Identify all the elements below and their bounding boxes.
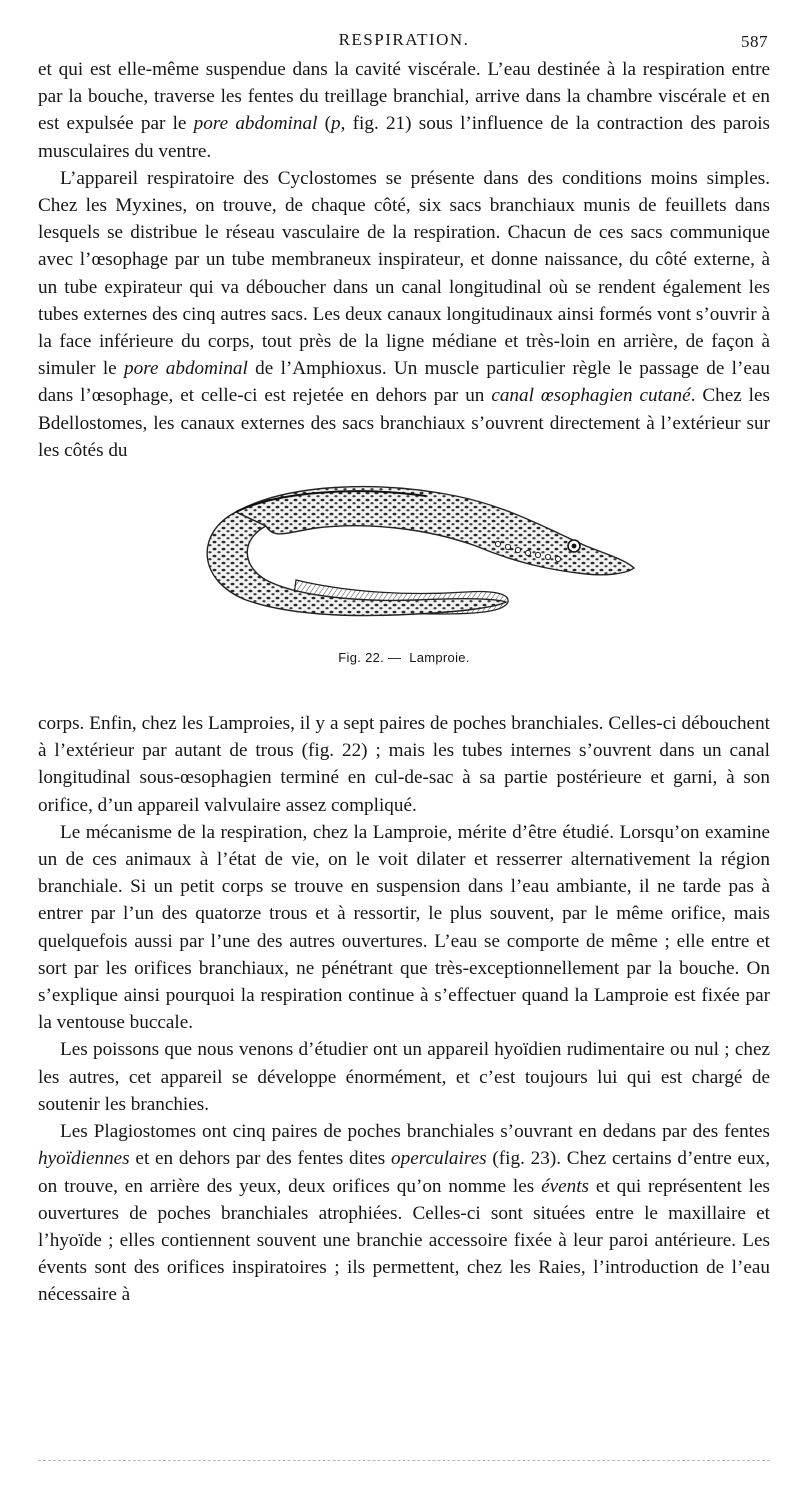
paragraph: Le mécanisme de la respiration, chez la Lamproie, mérite d’être étudié. Lorsqu’on examine un de ces animaux à l’état de vie, on le voit dilater et resserrer alternativement la région branchiale. Si un petit corps se trouve en suspension dans l’eau ambiante, il ne tarde pas à entrer par l’un des quatorze trous et à ressortir, le plus souvent, par le même orifice, mais quelquefois aussi par l’une des autres ouvertures. L’eau se comporte de même ; elle entre et sort par les orifices branchiaux, ne pénétrant que très-exceptionnellement par la bouche. On s’explique ainsi pourquoi la respiration continue à s’effectuer quand la Lamproie est fixée par la ventouse buccale. <box>38 821 770 1034</box>
page-number: 587 <box>741 32 768 51</box>
running-header <box>38 30 770 56</box>
paragraph: L’appareil respiratoire des Cyclostomes se présente dans des conditions moins simples. Chez les Myxines, on trouve, de chaque côté, six sacs branchiaux munis de feuillets dans lesquels se distribue le réseau vasculaire de la respiration. Chacun de ces sacs communique avec l’œsophage par un tube membraneux inspirateur, et donne naissance, du côté externe, à un tube expirateur qui va déboucher dans un canal longitudinal où se rendent également les tubes externes des cinq autres sacs. Les deux canaux longitudinaux ainsi formés vont s’ouvrir à la face inférieure du corps, tout près de la ligne médiane et très-loin en arrière, de façon à simuler le pore abdominal de l’Amphioxus. Un muscle particulier règle le passage de l’eau dans l’œsophage, et celle-ci est rejetée en dehors par un canal œsophagien cutané. Chez les Bdellostomes, les canaux externes des sacs branchiaux s’ouvrent directement à l’extérieur sur les côtés du <box>38 167 770 461</box>
figure-caption-text: Lamproie. <box>409 650 470 666</box>
paragraph: Les poissons que nous venons d’étudier ont un appareil hyoïdien rudimentaire ou nul ; chez les autres, cet appareil se développe énormément, et c’est toujours lui qui est chargé de soutenir les branchies. <box>38 1039 770 1115</box>
paragraph: Les Plagiostomes ont cinq paires de poches branchiales s’ouvrant en dedans par des fentes hyoïdiennes et en dehors par des fentes dites operculaires (fig. 23). Chez certains d’entre eux, on trouve, en arrière des yeux, deux orifices qu’on nomme les évents et qui représentent les ouvertures de poches branchiales atrophiées. Celles-ci sont situées entre le maxillaire et l’hyoïde ; elles contiennent souvent une branchie accessoire fixée à leur paroi antérieure. Les évents sont des orifices inspiratoires ; ils permettent, chez les Raies, l’introduction de l’eau nécessaire à <box>38 1121 771 1306</box>
lamprey-illustration <box>176 484 636 644</box>
figure-lamprey <box>38 464 770 710</box>
paragraph: corps. Enfin, chez les Lamproies, il y a sept paires de poches branchiales. Celles-ci débouchent à l’extérieur par autant de trous (fig. 22) ; mais les tubes internes s’ouvrent dans un canal longitudinal sous-œsophagien terminé en cul-de-sac à sa partie postérieure et garni, à son orifice, d’un appareil valvulaire assez compliqué. <box>38 713 770 816</box>
figure-label: Fig. 22. — <box>338 650 402 666</box>
running-title: RESPIRATION. <box>338 30 470 49</box>
book-page <box>38 30 770 1309</box>
paragraph: et qui est elle-même suspendue dans la cavité viscérale. L’eau destinée à la respiration entre par la bouche, traverse les fentes du treillage branchial, arrive dans la chambre viscérale et en est expulsée par le pore abdominal (p, fig. 21) sous l’influence de la contraction des parois musculaires du ventre. <box>38 59 770 162</box>
figure-caption <box>38 650 770 665</box>
body-text-top <box>38 56 770 464</box>
page-bottom-rule <box>38 1460 770 1461</box>
body-text-bottom <box>38 710 770 1308</box>
